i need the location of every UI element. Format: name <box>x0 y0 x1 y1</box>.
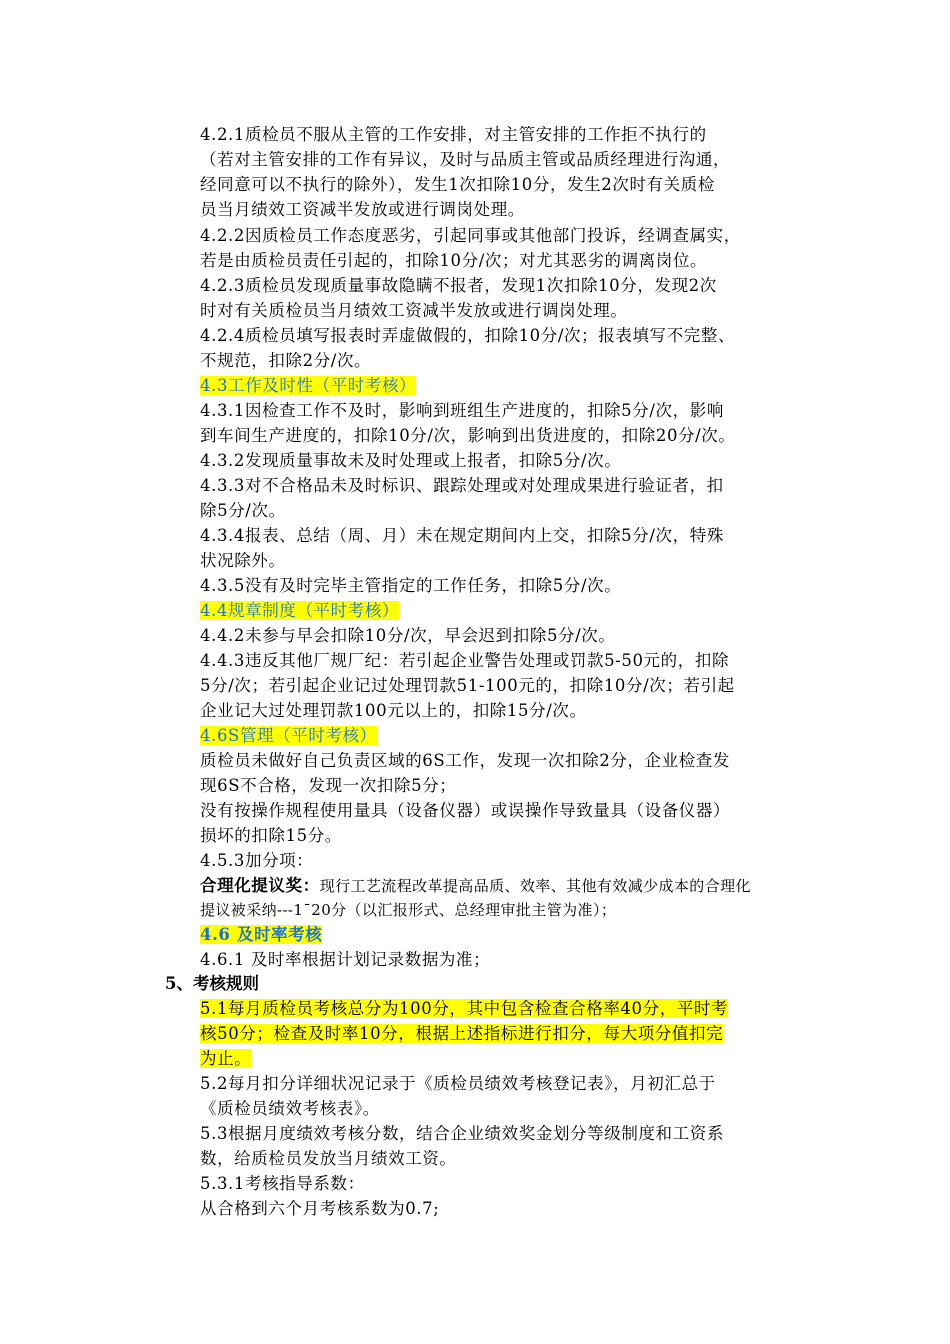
section-heading-4-3 <box>200 375 416 397</box>
text-line: 现6S不合格，发现一次扣除5分； <box>200 776 457 795</box>
highlighted-line <box>200 998 728 1020</box>
highlighted-text: 5.1每月质检员考核总分为100分，其中包含检查合格率40分，平时考 <box>200 999 729 1018</box>
text-line: （若对主管安排的工作有异议，及时与品质主管或品质经理进行沟通， <box>200 150 731 169</box>
text-line: 没有按操作规程使用量具（设备仪器）或误操作导致量具（设备仪器） <box>200 801 731 820</box>
section-title-5: 5、考核规则 <box>165 974 259 993</box>
text-line: 时对有关质检员当月绩效工资减半发放或进行调岗处理。 <box>200 301 628 320</box>
text-line: 提议被采纳---1¯20分（以汇报形式、总经理审批主管为准）； <box>200 901 617 919</box>
text-line: 不规范，扣除2分/次。 <box>200 351 372 370</box>
text-line: 从合格到六个月考核系数为0.7; <box>200 1199 440 1218</box>
bonus-text: 现行工艺流程改革提高品质、效率、其他有效减少成本的合理化 <box>319 877 751 895</box>
text-line: 企业记大过处理罚款100元以上的，扣除15分/次。 <box>200 701 587 720</box>
text-line: 4.6.1 及时率根据计划记录数据为准； <box>200 950 491 969</box>
text-line: 经同意可以不执行的除外），发生1次扣除10分，发生2次时有关质检 <box>200 175 715 194</box>
text-line: 《质检员绩效考核表》。 <box>200 1099 380 1118</box>
section-heading-text: 4.3工作及时性（平时考核） <box>200 376 417 395</box>
text-line: 4.2.4质检员填写报表时弄虚做假的，扣除10分/次；报表填写不完整、 <box>200 326 736 345</box>
bonus-line <box>200 875 751 897</box>
highlighted-line <box>200 1023 723 1045</box>
text-line: 4.4.2未参与早会扣除10分/次，早会迟到扣除5分/次。 <box>200 626 616 645</box>
text-line: 4.3.3对不合格品未及时标识、跟踪处理或对处理成果进行验证者，扣 <box>200 476 724 495</box>
text-line: 损坏的扣除15分。 <box>200 826 342 845</box>
highlighted-text: 核50分；检查及时率10分，根据上述指标进行扣分，每大项分值扣完 <box>200 1024 724 1043</box>
text-line: 4.3.2发现质量事故未及时处理或上报者，扣除5分/次。 <box>200 451 622 470</box>
text-line: 4.3.5没有及时完毕主管指定的工作任务，扣除5分/次。 <box>200 576 622 595</box>
bonus-label: 合理化提议奖： <box>200 876 320 895</box>
text-line: 4.5.3加分项： <box>200 851 314 870</box>
text-line: 5.3根据月度绩效考核分数，结合企业绩效奖金划分等级制度和工资系 <box>200 1124 724 1143</box>
text-line: 除5分/次。 <box>200 501 286 520</box>
highlighted-line <box>200 1048 251 1070</box>
text-line: 4.2.2因质检员工作态度恶劣，引起同事或其他部门投诉，经调查属实， <box>200 226 741 245</box>
section-heading-text: 4.6S管理（平时考核） <box>200 726 377 745</box>
section-heading-4-4 <box>200 600 399 622</box>
section-heading-text: 4.4规章制度（平时考核） <box>200 601 400 620</box>
section-heading-4-6 <box>200 924 322 946</box>
text-line: 5分/次；若引起企业记过处理罚款51-100元的，扣除10分/次；若引起 <box>200 676 735 695</box>
text-line: 若是由质检员责任引起的，扣除10分/次；对尤其恶劣的调离岗位。 <box>200 251 708 270</box>
text-line: 质检员未做好自己负责区域的6S工作，发现一次扣除2分，企业检查发 <box>200 751 730 770</box>
text-line: 5.3.1考核指导系数： <box>200 1174 365 1193</box>
highlighted-text: 为止。 <box>200 1049 252 1068</box>
text-line: 状况除外。 <box>200 551 286 570</box>
text-line: 4.4.3违反其他厂规厂纪：若引起企业警告处理或罚款5-50元的，扣除 <box>200 651 730 670</box>
section-heading-4-6s <box>200 725 377 747</box>
text-line: 员当月绩效工资减半发放或进行调岗处理。 <box>200 200 525 219</box>
text-line: 4.3.1因检查工作不及时，影响到班组生产进度的，扣除5分/次，影响 <box>200 401 724 420</box>
text-line: 4.2.3质检员发现质量事故隐瞒不报者，发现1次扣除10分，发现2次 <box>200 276 717 295</box>
text-line: 4.3.4报表、总结（周、月）未在规定期间内上交，扣除5分/次，特殊 <box>200 526 724 545</box>
section-heading-text: 4.6 及时率考核 <box>200 925 323 944</box>
text-line: 数，给质检员发放当月绩效工资。 <box>200 1149 457 1168</box>
text-line: 到车间生产进度的，扣除10分/次，影响到出货进度的，扣除20分/次。 <box>200 426 736 445</box>
text-line: 5.2每月扣分详细状况记录于《质检员绩效考核登记表》，月初汇总于 <box>200 1074 716 1093</box>
text-line: 4.2.1质检员不服从主管的工作安排，对主管安排的工作拒不执行的 <box>200 125 707 144</box>
